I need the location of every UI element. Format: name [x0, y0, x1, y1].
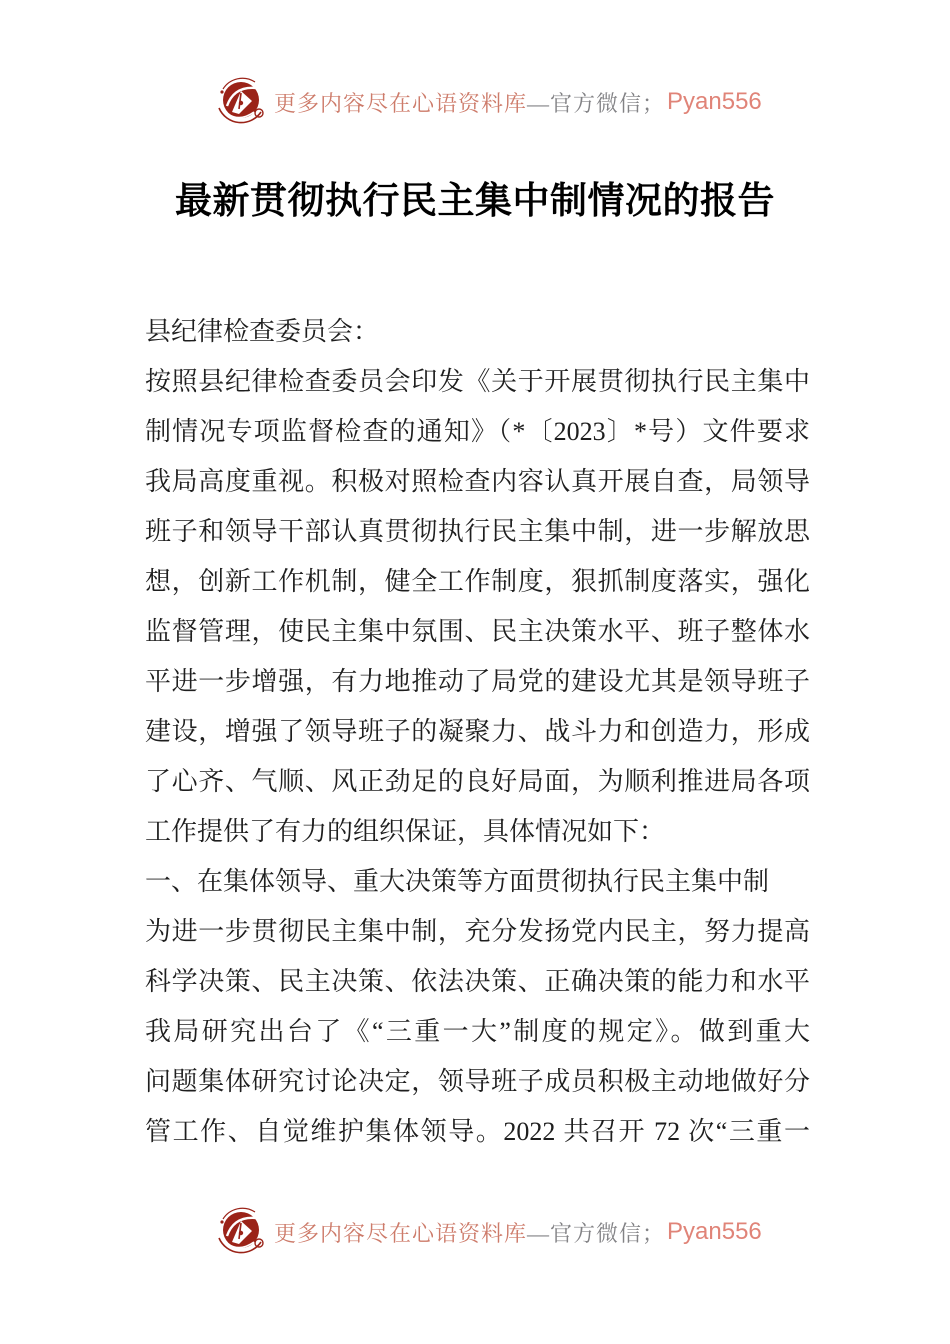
- body-line-15: 我局研究出台了《“三重一大”制度的规定》。做到重大: [145, 1017, 810, 1046]
- wechat-id: Pyan556: [667, 88, 762, 115]
- body-line-4: 我局高度重视。积极对照检查内容认真开展自查，局领导: [145, 467, 810, 496]
- body-line-9: 建设，增强了领导班子的凝聚力、战斗力和创造力，形成: [145, 717, 810, 746]
- body-line-11: 工作提供了有力的组织保证，具体情况如下：: [145, 817, 666, 846]
- body-line-14: 科学决策、民主决策、依法决策、正确决策的能力和水平: [145, 967, 810, 996]
- body-line-12: 一、在集体领导、重大决策等方面贯彻执行民主集中制: [145, 867, 770, 896]
- body-line-1: 县纪律检查委员会：: [145, 317, 380, 346]
- header-watermark: [214, 76, 762, 128]
- body-line-17: 管工作、自觉维护集体领导。2022 共召开 72 次“三重一: [145, 1117, 810, 1146]
- body-line-16: 问题集体研究讨论决定，领导班子成员积极主动地做好分: [145, 1067, 810, 1096]
- body-line-2: 按照县纪律检查委员会印发《关于开展贯彻执行民主集中: [145, 367, 810, 396]
- brand-text: 更多内容尽在心语资料库: [274, 1220, 528, 1246]
- brand-separator: —官方微信；: [527, 1220, 666, 1246]
- brand-separator: —官方微信；: [527, 90, 666, 116]
- wechat-id: Pyan556: [667, 1218, 762, 1245]
- body-line-13: 为进一步贯彻民主集中制，充分发扬党内民主，努力提高: [145, 917, 810, 946]
- brand-text: 更多内容尽在心语资料库: [274, 90, 528, 116]
- body-line-8: 平进一步增强，有力地推动了局党的建设尤其是领导班子: [145, 667, 810, 696]
- pen-logo-icon: [214, 76, 266, 128]
- body-line-6: 想，创新工作机制，健全工作制度，狠抓制度落实，强化: [145, 567, 810, 596]
- footer-watermark: [214, 1206, 762, 1258]
- body-line-3: 制情况专项监督检查的通知》（*〔2023〕*号）文件要求: [145, 417, 810, 446]
- document-body: [145, 307, 810, 1157]
- body-line-7: 监督管理，使民主集中氛围、民主决策水平、班子整体水: [145, 617, 810, 646]
- document-title: 最新贯彻执行民主集中制情况的报告: [175, 181, 775, 222]
- pen-logo-icon: [214, 1206, 266, 1258]
- body-line-5: 班子和领导干部认真贯彻执行民主集中制，进一步解放思: [145, 517, 810, 546]
- body-line-10: 了心齐、气顺、风正劲足的良好局面，为顺利推进局各项: [145, 767, 810, 796]
